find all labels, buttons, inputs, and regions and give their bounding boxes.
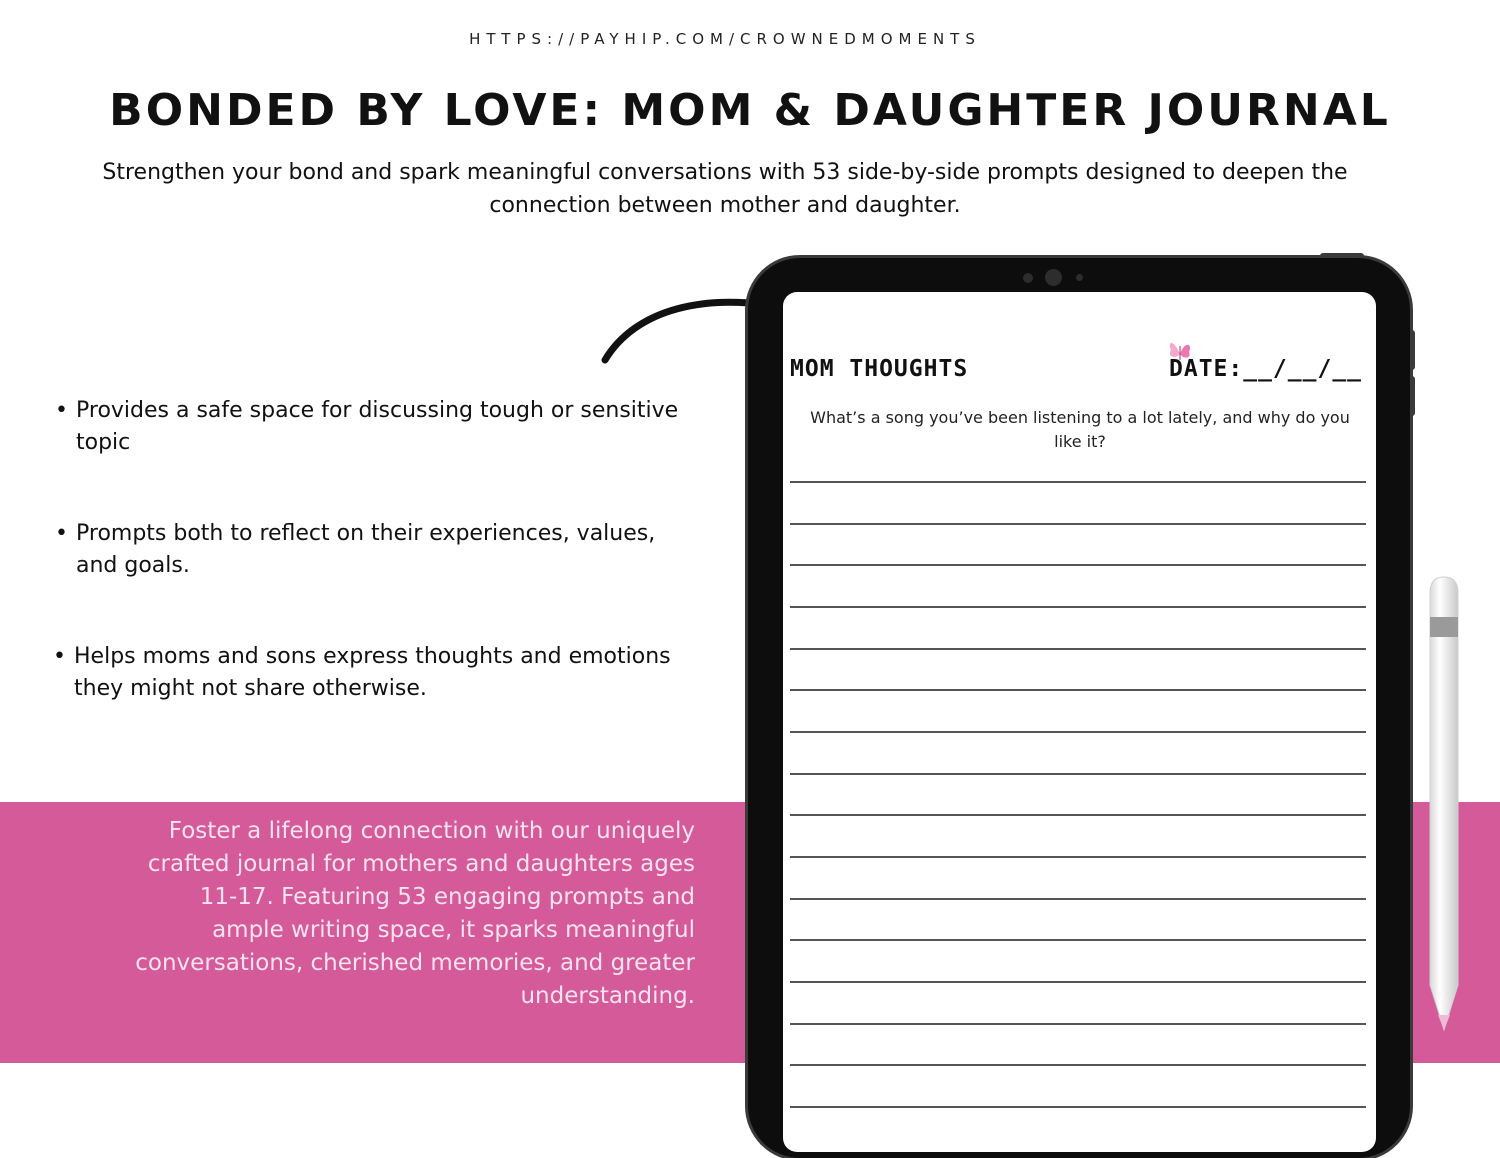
camera-lens bbox=[1045, 269, 1062, 286]
page-title: BONDED BY LOVE: MOM & DAUGHTER JOURNAL bbox=[109, 85, 1391, 136]
store-url: HTTPS://PAYHIP.COM/CROWNEDMOMENTS bbox=[469, 30, 981, 48]
date-field: DATE:__/__/__ bbox=[1169, 356, 1363, 382]
writing-line bbox=[790, 898, 1366, 900]
writing-line bbox=[790, 481, 1366, 483]
writing-line bbox=[790, 814, 1366, 816]
journal-prompt: What’s a song you’ve been listening to a lot lately, and why do you like it? bbox=[810, 408, 1350, 451]
feature-item: • Prompts both to reflect on their experiences, values, and goals. bbox=[55, 518, 695, 582]
writing-line bbox=[790, 939, 1366, 941]
feature-item: • Provides a safe space for discussing tough or sensitive topic bbox=[55, 395, 695, 459]
writing-line bbox=[790, 1106, 1366, 1108]
writing-line bbox=[790, 773, 1366, 775]
writing-line bbox=[790, 981, 1366, 983]
journal-heading: MOM THOUGHTS bbox=[790, 356, 969, 382]
writing-line bbox=[790, 523, 1366, 525]
camera-sensor bbox=[1076, 274, 1083, 281]
writing-line bbox=[790, 564, 1366, 566]
writing-line bbox=[790, 648, 1366, 650]
journal-screen bbox=[783, 292, 1376, 1152]
page-subtitle: Strengthen your bond and spark meaningful conversations with 53 side-by-side prompts designed to deepen the connection between mother and daughter. bbox=[102, 160, 1348, 218]
writing-line bbox=[790, 731, 1366, 733]
writing-line bbox=[790, 689, 1366, 691]
feature-item: • Helps moms and sons express thoughts and emotions they might not share otherwise. bbox=[53, 641, 695, 705]
camera-dot bbox=[1023, 273, 1033, 283]
pencil-icon bbox=[1424, 575, 1464, 1035]
writing-line bbox=[790, 1023, 1366, 1025]
writing-line bbox=[790, 606, 1366, 608]
writing-line bbox=[790, 1064, 1366, 1066]
promo-text: Foster a lifelong connection with our uniquely crafted journal for mothers and daughters ages 11-17. Featuring 53 engaging prompts and ample writing space, it sparks meaningful conversations, cherished memories, and greater understanding. bbox=[135, 818, 695, 1009]
writing-line bbox=[790, 856, 1366, 858]
